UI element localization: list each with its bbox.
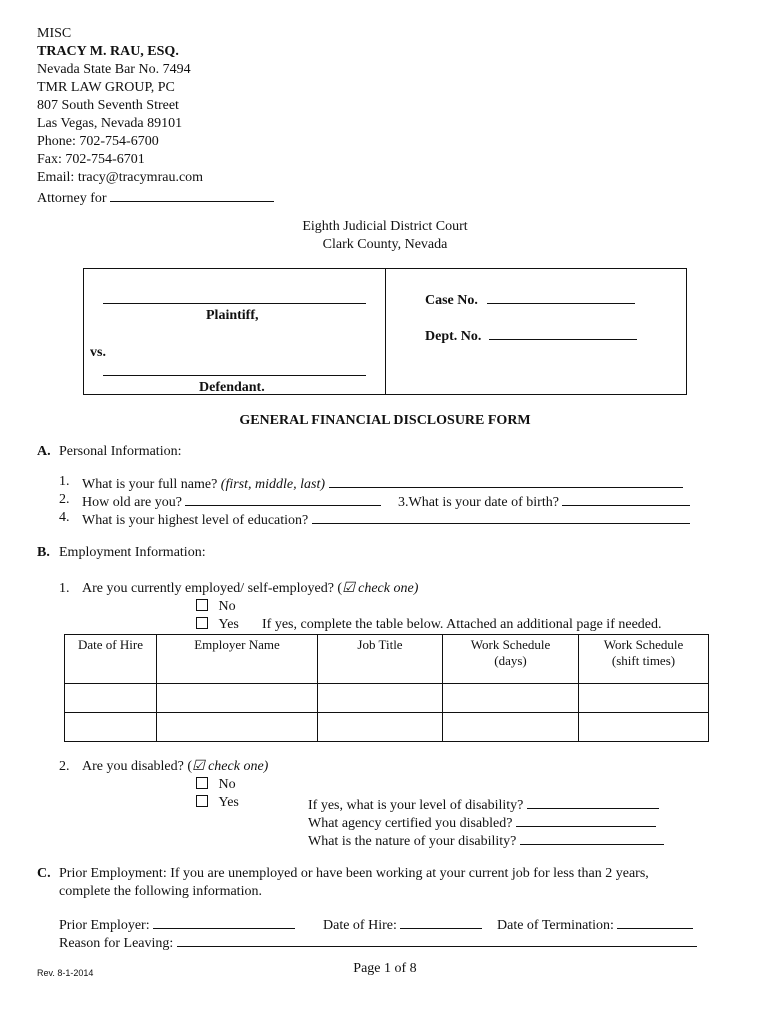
firm-name: TMR LAW GROUP, PC (37, 80, 175, 95)
table-row (65, 713, 709, 742)
col-work-schedule-shift: Work Schedule (shift times) (579, 635, 709, 684)
date-of-termination-field[interactable] (617, 914, 693, 929)
prior-date-of-hire-label: Date of Hire: (323, 918, 397, 933)
q-b2-label: Are you disabled? ( (82, 759, 193, 774)
defendant-name-field[interactable] (103, 361, 366, 376)
disability-nature-field[interactable] (520, 830, 664, 845)
section-c-line2: complete the following information. (59, 884, 262, 899)
disability-nature-row (308, 830, 664, 851)
q-a3-label: 3.What is your date of birth? (398, 495, 559, 510)
table-cell[interactable] (318, 684, 443, 713)
q-a1-number: 1. (59, 474, 70, 489)
city-state-zip: Las Vegas, Nevada 89101 (37, 116, 183, 131)
table-cell[interactable] (157, 684, 318, 713)
revision-date: Rev. 8-1-2014 (37, 968, 94, 978)
phone-line: Phone: 702-754-6700 (37, 134, 159, 149)
reason-for-leaving-row (59, 932, 697, 953)
age-field[interactable] (185, 491, 381, 506)
employed-no-checkbox[interactable] (196, 599, 208, 611)
q-b2-row (82, 758, 268, 776)
q-b1-label: Are you currently employed/ self-employed? ( (82, 581, 343, 596)
q-b1-hint: ☑ check one) (342, 581, 419, 596)
case-no-row (425, 289, 635, 310)
disabled-no-option[interactable] (196, 776, 236, 794)
table-cell[interactable] (65, 713, 157, 742)
attorney-for-label: Attorney for (37, 191, 107, 206)
employment-table (64, 634, 709, 742)
prior-date-of-hire-field[interactable] (400, 914, 482, 929)
prior-employer-label: Prior Employer: (59, 918, 150, 933)
court-county: Clark County, Nevada (322, 237, 448, 252)
plaintiff-label: Plaintiff, (206, 308, 259, 323)
col-work-schedule-days: Work Schedule (days) (443, 635, 579, 684)
table-cell[interactable] (318, 713, 443, 742)
fax-line: Fax: 702-754-6701 (37, 152, 145, 167)
attorney-for-field[interactable] (110, 187, 274, 202)
disabled-yes-checkbox[interactable] (196, 795, 208, 807)
q-a4-number: 4. (59, 510, 70, 525)
section-b-letter: B. (37, 545, 50, 560)
section-c-line1: Prior Employment: If you are unemployed or have been working at your current job for less than 2 years, (59, 866, 649, 881)
caption-divider (385, 269, 386, 394)
table-cell[interactable] (579, 684, 709, 713)
form-title: GENERAL FINANCIAL DISCLOSURE FORM (239, 413, 531, 428)
q-a4-label: What is your highest level of education? (82, 513, 309, 528)
table-cell[interactable] (157, 713, 318, 742)
case-caption-box (83, 268, 687, 395)
disabled-no-checkbox[interactable] (196, 777, 208, 789)
prior-employer-field[interactable] (153, 914, 295, 929)
disability-level-field[interactable] (527, 794, 659, 809)
employed-no-option[interactable] (196, 598, 236, 616)
section-c-letter: C. (37, 866, 51, 881)
court-name: Eighth Judicial District Court (302, 219, 468, 234)
disability-agency-label: What agency certified you disabled? (308, 816, 513, 831)
q-b2-hint: ☑ check one) (192, 759, 269, 774)
case-no-label: Case No. (425, 293, 478, 308)
q-a2-number: 2. (59, 492, 70, 507)
defendant-label: Defendant. (199, 380, 265, 395)
email-line: Email: tracy@tracymrau.com (37, 170, 204, 185)
street-address: 807 South Seventh Street (37, 98, 179, 113)
disabled-yes-label: Yes (218, 795, 239, 810)
dept-no-row (425, 325, 637, 346)
table-row (65, 684, 709, 713)
disabled-yes-option[interactable] (196, 794, 239, 812)
dept-no-field[interactable] (489, 325, 637, 340)
q-a4-row (82, 509, 690, 530)
vs-label: vs. (90, 345, 106, 360)
employed-no-label: No (218, 599, 236, 614)
employed-yes-label: Yes (218, 617, 239, 632)
q-a1-hint: (first, middle, last) (220, 477, 326, 492)
table-cell[interactable] (443, 684, 579, 713)
dob-field[interactable] (562, 491, 690, 506)
col-job-title: Job Title (318, 635, 443, 684)
date-of-termination-label: Date of Termination: (497, 918, 614, 933)
disabled-no-label: No (218, 777, 236, 792)
dept-no-label: Dept. No. (425, 329, 482, 344)
case-no-field[interactable] (487, 289, 635, 304)
table-cell[interactable] (579, 713, 709, 742)
reason-for-leaving-field[interactable] (177, 932, 697, 947)
section-a-title: Personal Information: (59, 444, 182, 459)
employed-yes-checkbox[interactable] (196, 617, 208, 629)
table-cell[interactable] (65, 684, 157, 713)
table-cell[interactable] (443, 713, 579, 742)
attorney-for-row (37, 187, 274, 208)
disability-nature-label: What is the nature of your disability? (308, 834, 517, 849)
plaintiff-name-field[interactable] (103, 289, 366, 304)
section-b-title: Employment Information: (59, 545, 206, 560)
attorney-name: TRACY M. RAU, ESQ. (37, 44, 179, 59)
employed-yes-note: If yes, complete the table below. Attached an additional page if needed. (262, 617, 662, 632)
reason-for-leaving-label: Reason for Leaving: (59, 936, 174, 951)
q-a1-label: What is your full name? (82, 477, 218, 492)
q-a2-label: How old are you? (82, 495, 182, 510)
col-date-of-hire: Date of Hire (65, 635, 157, 684)
disability-agency-field[interactable] (516, 812, 656, 827)
misc-label: MISC (37, 26, 72, 41)
bar-number: Nevada State Bar No. 7494 (37, 62, 191, 77)
full-name-field[interactable] (329, 473, 683, 488)
disability-level-label: If yes, what is your level of disability? (308, 798, 524, 813)
col-employer-name: Employer Name (157, 635, 318, 684)
page-number: Page 1 of 8 (353, 961, 417, 976)
q-b1-number: 1. (59, 581, 70, 596)
q-b2-number: 2. (59, 759, 70, 774)
q-b1-row (82, 580, 418, 598)
employed-yes-option[interactable] (196, 616, 239, 634)
employment-table-header-row (65, 635, 709, 684)
education-field[interactable] (312, 509, 690, 524)
section-a-letter: A. (37, 444, 51, 459)
